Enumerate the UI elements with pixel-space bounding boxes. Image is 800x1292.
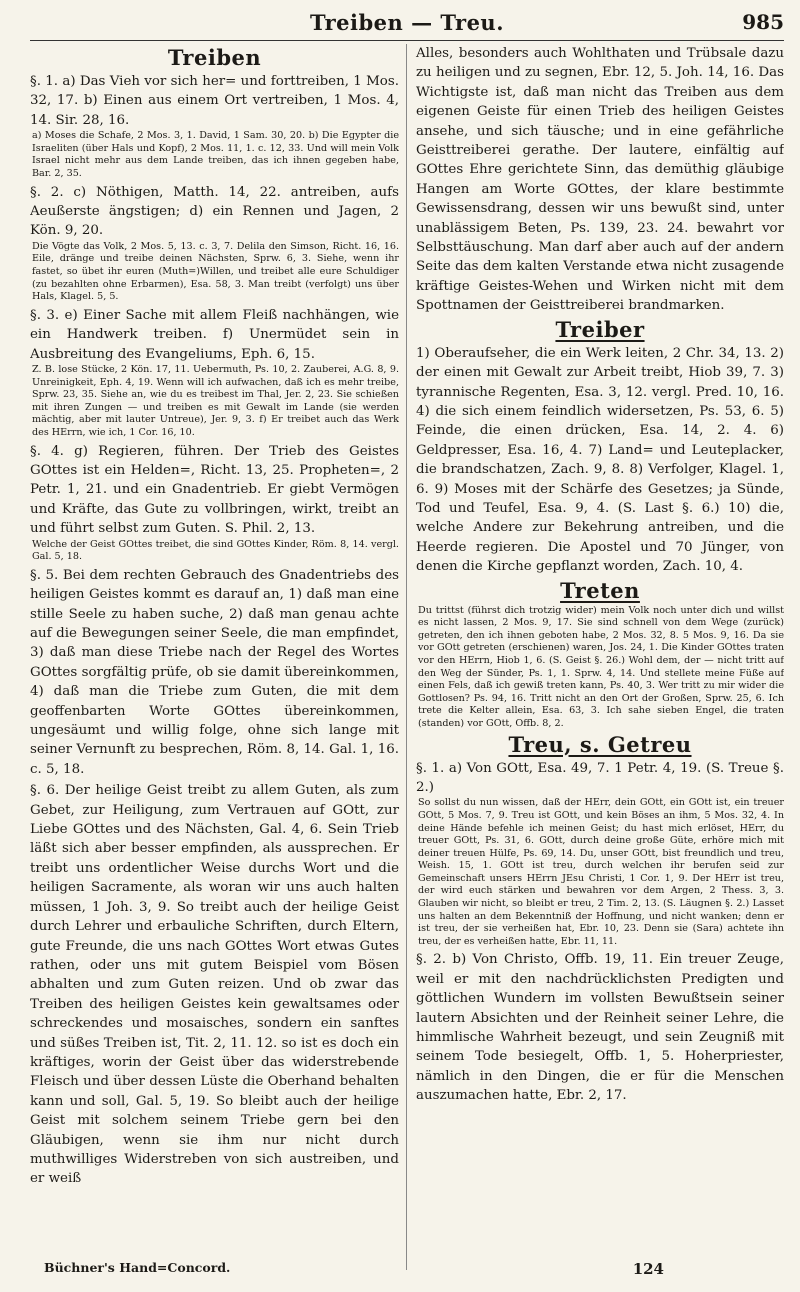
- left-column: [30, 44, 407, 1270]
- paragraph-treu-2: §. 2. b) Von Christo, Offb. 19, 11. Ein treuer Zeuge, weil er mit den nachdrücklichsten Predigten und göttlichen Wundern im vollsten Bewußtsein seiner lautern Absichten und der Reinheit seiner Lehre, die himmlische Wahrheit bezeugt, und sein Zeugniß mit seinem Tode besiegelt, Offb. 1, 5. Hoherpriester, nämlich in den Dingen, die er für die Menschen auszumachen hatte, Ebr. 2, 17.: [416, 952, 784, 1104]
- citations-treiben-1: a) Moses die Schafe, 2 Mos. 3, 1. David, 1 Sam. 30, 20. b) Die Egypter die Israeliten (über Hals und Kopf), 2 Mos. 11, 1. c. 12, 33. Und will mein Volk Israel nicht mehr aus dem Lande treiben, das ich ihnen gegeben habe, Bar. 2, 35.: [32, 130, 399, 179]
- paragraph-treiben-6: §. 6. Der heilige Geist treibt zu allem Guten, als zum Gebet, zur Heiligung, zum Vertrauen auf GOtt, zur Liebe GOttes und des Nächsten, Gal. 4, 6. Sein Trieb läßt sich aber besser empfinden, als aussprechen. Er treibt uns ordentlicher Weise durchs Wort und die heiligen Sacramente, als woran wir uns auch halten müssen, 1 Joh. 3, 9. So treibt auch der heilige Geist durch Lehrer und erbauliche Schriften, durch Eltern, gute Freunde, die uns nach GOttes Wort etwas Gutes rathen, oder uns mit gutem Beispiel vom Bösen abhalten und zum Guten reizen. Und ob zwar das Treiben des heiligen Geistes kein gewaltsames oder schreckendes und mosaisches, sondern ein sanftes und süßes Treiben ist, Tit. 2, 11. 12. so ist es doch ein kräftiges, worin der Geist über das widerstrebende Fleisch und über dessen Lüste die Oberhand behalten kann und soll, Gal. 5, 19. So bleibt auch der heilige Geist mit solchem seinem Triebe gern bei den Gläubigen, wenn sie ihm nur nicht durch muthwilliges Widerstreben von sich austreiben, und er weiß: [30, 783, 399, 1187]
- paragraph-treiber: 1) Oberaufseher, die ein Werk leiten, 2 Chr. 34, 13. 2) der einen mit Gewalt zur Arbeit treibt, Hiob 39, 7. 3) tyrannische Regenten, Esa. 3, 12. vergl. Pred. 10, 16. 4) die sich einem feindlich widersetzen, Ps. 53, 6. 5) Feinde, die einen drücken, Esa. 14, 2. 4. 6) Geldpresser, Esa. 16, 4. 7) Land= und Leuteplacker, die brandschatzen, Zach. 9, 8. 8) Verfolger, Klagel. 1, 6. 9) Moses mit der Schärfe des Gesetzes; ja Sünde, Tod und Teufel, Esa. 9, 4. (S. Last §. 6.) 10) die, welche Andere zur Bekehrung antreiben, und die Heerde regieren. Die Apostel und 70 Jünger, von denen die Kirche gepflanzt worden, Zach. 10, 4.: [416, 345, 784, 575]
- citations-treu-1: So sollst du nun wissen, daß der HErr, dein GOtt, ein GOtt ist, ein treuer GOtt, 5 Mos. 7, 9. Treu ist GOtt, und kein Böses an ihm, 5 Mos. 32, 4. In deine Hände befehle ich meinen Geist; du hast mich erlöset, HErr, du treuer GOtt, Ps. 31, 6. GOtt, durch deine große Güte, erhöre mich mit deiner treuen Hülfe, Ps. 69, 14. Du, unser GOtt, bist freundlich und treu, Weish. 15, 1. GOtt ist treu, durch welchen ihr berufen seid zur Gemeinschaft unsers HErrn JEsu Christi, 1 Cor. 1, 9. Der HErr ist treu, der wird euch stärken und bewahren vor dem Argen, 2 Thess. 3, 3. Glauben wir nicht, so bleibt er treu, 2 Tim. 2, 13. (S. Läugnen §. 2.) Lasset uns halten an dem Bekenntniß der Hoffnung, und nicht wanken; denn er ist treu, der sie verheißen hat, Ebr. 10, 23. Denn sie (Sara) achtete ihn treu, der es verheißen hatte, Ebr. 11, 11.: [418, 797, 784, 947]
- citations-treiben-2: Die Vögte das Volk, 2 Mos. 5, 13. c. 3, 7. Delila den Simson, Richt. 16, 16. Eile, dränge und treibe deinen Nächsten, Sprw. 6, 3. Siehe, wenn ihr fastet, so übet ihr euren (Muth=)Willen, und treibet alle eure Schuldiger (zu bezahlten ohne Erbarmen), Esa. 58, 3. Man treibt (verfolgt) uns über Hals, Klagel. 5, 5.: [32, 240, 399, 303]
- entry-heading-treu: Treu, s. Getreu: [508, 731, 692, 757]
- signature-mark: 124: [632, 1260, 664, 1278]
- page-number: 985: [742, 10, 784, 34]
- paragraph-treu-1: §. 1. a) Von GOtt, Esa. 49, 7. 1 Petr. 4, 19. (S. Treue §. 2.): [416, 760, 784, 795]
- entry-heading-treten: Treten: [560, 577, 640, 603]
- running-title: Treiben — Treu.: [309, 10, 505, 35]
- paragraph-treiben-4: §. 4. g) Regieren, führen. Der Trieb des Geistes GOttes ist ein Helden=, Richt. 13, 25. Propheten=, 2 Petr. 1, 21. und ein Gnadentrieb. Er giebt Vermögen und Kräfte, das Gute zu vollbringen, wirkt, treibt an und führt selbst zum Guten. S. Phil. 2, 13.: [30, 443, 399, 537]
- citations-treiben-3: Z. B. lose Stücke, 2 Kön. 17, 11. Uebermuth, Ps. 10, 2. Zauberei, A.G. 8, 9. Unreinigkeit, Eph. 4, 19. Wenn will ich aufwachen, daß ich es mehr treibe, Sprw. 23, 35. Siehe an, wie du es treibest im Thal, Jer. 2, 23. Sie schießen mit ihren Zungen — und treiben es mit Gewalt im Lande (sie werden mächtig, aber mit lauter Untreue), Jer. 9, 3. f) Er treibet auch das Werk des HErrn, wie ich, 1 Cor. 16, 10.: [32, 364, 399, 438]
- right-column: [407, 44, 784, 1270]
- entry-heading-treiben: Treiben: [167, 45, 262, 70]
- citations-treten: Du trittst (führst dich trotzig wider) mein Volk noch unter dich und willst es nicht lassen, 2 Mos. 9, 17. Sie sind schnell von dem Wege (zurück) getreten, den ich ihnen geboten habe, 2 Mos. 32, 8. 5 Mos. 9, 16. Da sie vor GOtt getreten (erschienen) waren, Jos. 24, 1. Die Kinder GOttes traten vor den HErrn, Hiob 1, 6. (S. Geist §. 26.) Wohl dem, der — nicht tritt auf den Weg der Sünder, Ps. 1, 1. Sprw. 4, 14. Und stellete meine Füße auf einen Fels, daß ich gewiß treten kann, Ps. 40, 3. Wer tritt zu mir wider die Gottlosen? Ps. 94, 16. Tritt nicht an den Ort der Großen, Sprw. 25, 6. Ich trete die Kelter allein, Esa. 63, 3. Ich sahe sieben Engel, die traten (standen) vor GOtt, Offb. 8, 2.: [418, 604, 784, 729]
- paragraph-treiben-5: §. 5. Bei dem rechten Gebrauch des Gnadentriebs des heiligen Geistes kommt es darauf an, 1) daß man eine stille Seele zu haben suche, 2) daß man genau achte auf die Bewegungen seiner Seele, die man empfindet, 3) daß man diese Triebe nach der Regel des Wortes GOttes sorgfältig prüfe, ob sie damit übereinkommen, 4) daß man die Triebe zum Guten, die mit dem geoffenbarten Worte GOttes übereinkommen, ungesäumt und willig folge, ohne sich lange mit seiner Vernunft zu besprechen, Röm. 8, 14. Gal. 1, 16. c. 5, 18.: [30, 567, 399, 777]
- footer-book-title: Büchner's Hand=Concord.: [44, 1260, 231, 1275]
- paragraph-treiben-1: §. 1. a) Das Vieh vor sich her= und forttreiben, 1 Mos. 32, 17. b) Einen aus einem Ort vertreiben, 1 Mos. 4, 14. Sir. 28, 16.: [30, 74, 399, 128]
- citations-treiben-4: Welche der Geist GOttes treibet, die sind GOttes Kinder, Röm. 8, 14. vergl. Gal. 5, 18.: [32, 538, 399, 563]
- paragraph-treiben-continued: Alles, besonders auch Wohlthaten und Trübsale dazu zu heiligen und zu segnen, Ebr. 12, 5. Joh. 14, 16. Das Wichtigste ist, daß man nicht das Treiben aus dem eigenen Geiste für einen Trieb des heiligen Geistes ansehe, und sich täusche; und in eine gefährliche Geisttreiberei gerathe. Der lautere, einfältig auf GOttes Ehre gerichtete Sinn, das demüthig gläubige Hangen am Worte GOttes, der klare bestimmte Gewissensdrang, dessen wir uns bewußt sind, unter unablässigem Beten, Ps. 139, 23. 24. bewahrt vor Selbsttäuschung. Man darf aber auch auf der andern Seite das dem kalten Verstande etwa nicht zusagende kräftige Geistes-Wehen und Wirken nicht mit dem Spottnamen der Geisttreiberei brandmarken.: [416, 46, 784, 314]
- page-footer: [30, 1258, 784, 1292]
- two-column-body: [30, 44, 784, 1270]
- entry-heading-treiber: Treiber: [555, 316, 645, 342]
- running-header: [30, 6, 784, 41]
- paragraph-treiben-3: §. 3. e) Einer Sache mit allem Fleiß nachhängen, wie ein Handwerk treiben. f) Unermüdet sein in Ausbreitung des Evangeliums, Eph. 6, 15.: [30, 307, 399, 362]
- paragraph-treiben-2: §. 2. c) Nöthigen, Matth. 14, 22. antreiben, aufs Aeußerste ängstigen; d) ein Rennen und Jagen, 2 Kön. 9, 20.: [30, 184, 399, 239]
